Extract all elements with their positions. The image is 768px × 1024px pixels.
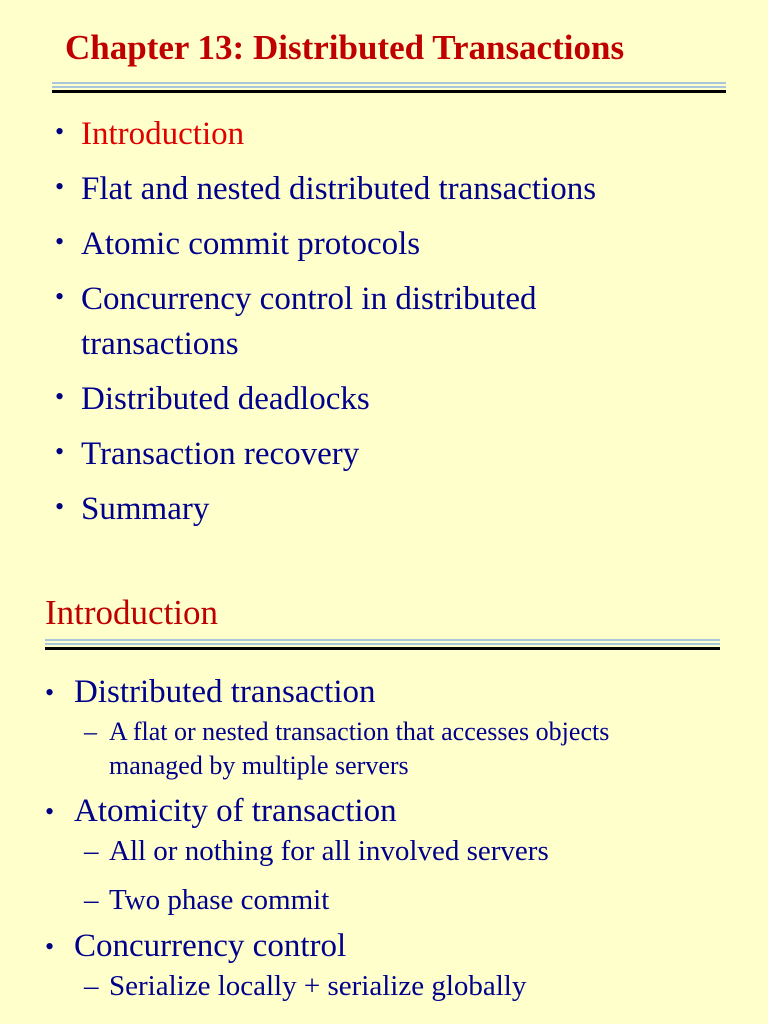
bullet-icon: • xyxy=(55,282,65,311)
list-item-text: Concurrency control in distributed xyxy=(81,281,537,317)
list-item xyxy=(55,167,596,212)
intro-list xyxy=(45,670,609,1010)
bullet-icon: • xyxy=(55,227,65,256)
list-item xyxy=(55,222,596,267)
dash-icon: – xyxy=(84,835,99,867)
list-item xyxy=(55,487,596,532)
slide-introduction xyxy=(0,575,768,1024)
sub-item-text: Two phase commit xyxy=(109,884,330,916)
list-item xyxy=(55,377,596,422)
bullet-icon: • xyxy=(45,678,55,707)
slide-title: Introduction xyxy=(45,593,219,632)
bullet-icon: • xyxy=(55,117,65,146)
dash-icon: – xyxy=(84,970,99,1002)
sub-list xyxy=(74,969,609,1004)
sub-list xyxy=(74,834,609,918)
list-item-text: Flat and nested distributed transactions xyxy=(81,171,597,207)
sub-list-item xyxy=(74,834,609,869)
list-item xyxy=(55,277,596,367)
bullet-icon: • xyxy=(55,437,65,466)
slide-title: Chapter 13: Distributed Transactions xyxy=(65,28,625,67)
list-item xyxy=(45,924,609,1004)
sub-item-text: Serialize locally + serialize globally xyxy=(109,970,527,1002)
list-item-text: Distributed transaction xyxy=(74,674,376,710)
bullet-icon: • xyxy=(55,172,65,201)
outline-list xyxy=(55,112,596,542)
bullet-icon: • xyxy=(55,492,65,521)
sub-list-item xyxy=(74,715,609,783)
list-item-text: Atomicity of transaction xyxy=(74,793,397,829)
list-item-text: Transaction recovery xyxy=(81,436,360,472)
bullet-icon: • xyxy=(55,382,65,411)
sub-list-item xyxy=(74,883,609,918)
list-item xyxy=(45,789,609,918)
list-item-text: Summary xyxy=(81,491,210,527)
sub-item-text: All or nothing for all involved servers xyxy=(109,835,549,867)
sub-item-text: A flat or nested transaction that accesses objects xyxy=(109,717,610,746)
list-item-continuation: transactions xyxy=(81,326,239,362)
list-item-text: Introduction xyxy=(81,116,245,152)
list-item xyxy=(55,432,596,477)
bullet-icon: • xyxy=(45,932,55,961)
sub-item-continuation: managed by multiple servers xyxy=(109,751,409,780)
bullet-icon: • xyxy=(45,797,55,826)
sub-list-item xyxy=(74,969,609,1004)
list-item-text: Concurrency control xyxy=(74,928,347,964)
sub-list xyxy=(74,715,609,783)
dash-icon: – xyxy=(84,884,99,916)
list-item xyxy=(45,670,609,783)
list-item xyxy=(55,112,596,157)
title-divider xyxy=(52,82,726,93)
list-item-text: Distributed deadlocks xyxy=(81,381,370,417)
list-item-text: Atomic commit protocols xyxy=(81,226,421,262)
title-divider xyxy=(45,639,720,650)
dash-icon: – xyxy=(84,717,97,746)
